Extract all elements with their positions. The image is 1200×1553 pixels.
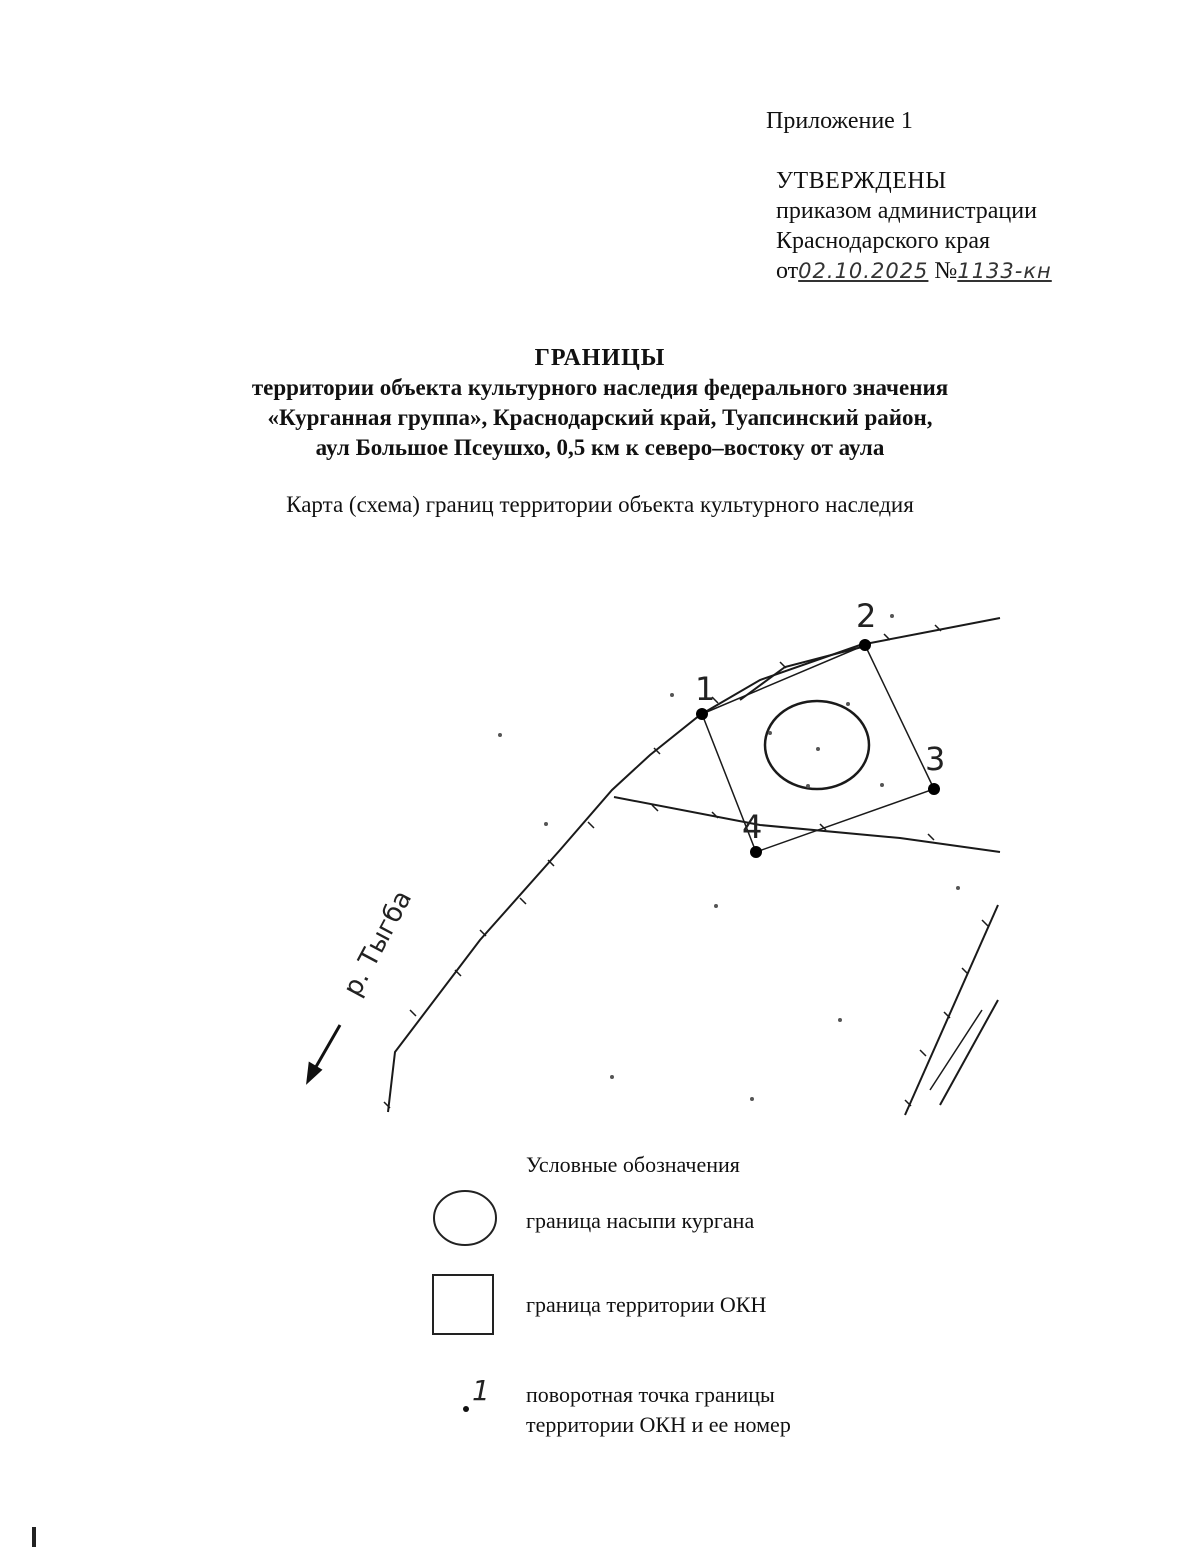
approval-title: УТВЕРЖДЕНЫ xyxy=(776,168,947,194)
title-line-3: аул Большое Псеушхо, 0,5 км к северо–востоку от аула xyxy=(315,435,885,460)
approval-line-1: приказом администрации xyxy=(776,198,1037,224)
title-line-2: «Курганная группа», Краснодарский край, Туапсинский район, xyxy=(267,405,933,430)
point-label-4: 4 xyxy=(742,808,763,846)
legend-item-point xyxy=(526,1380,791,1440)
point-3 xyxy=(928,783,940,795)
river-label: р. Тыгба xyxy=(337,885,419,1002)
legend-item-point-line-1: поворотная точка границы xyxy=(526,1382,775,1407)
number-prefix: № xyxy=(934,258,958,284)
appendix-label: Приложение 1 xyxy=(766,108,913,134)
legend-item-mound: граница насыпи кургана xyxy=(526,1208,755,1233)
title-line-1: территории объекта культурного наследия федерального значения xyxy=(251,375,949,400)
map-subtitle: Карта (схема) границ территории объекта культурного наследия xyxy=(286,492,914,517)
river-ticks xyxy=(384,625,988,1108)
river-line xyxy=(388,618,1000,1112)
road-line-middle xyxy=(614,797,1000,852)
point-label-3: 3 xyxy=(925,740,946,778)
point-label-2: 2 xyxy=(856,597,877,635)
title-main: ГРАНИЦЫ xyxy=(534,345,666,371)
legend-point-icon xyxy=(463,1406,469,1412)
legend-item-point-line-2: территории ОКН и ее номер xyxy=(526,1412,791,1437)
legend-item-territory: граница территории ОКН xyxy=(526,1292,767,1317)
legend-circle-icon xyxy=(434,1191,496,1245)
legend-title: Условные обозначения xyxy=(526,1152,740,1177)
approval-line-2: Краснодарского края xyxy=(776,228,991,254)
road-line-upper xyxy=(740,647,862,700)
point-1 xyxy=(696,708,708,720)
point-4 xyxy=(750,846,762,858)
flow-arrow-icon xyxy=(308,1025,340,1081)
date-prefix: от xyxy=(776,258,799,284)
scan-mark xyxy=(32,1527,36,1547)
legend-point-number: 1 xyxy=(472,1374,490,1407)
survey-marks xyxy=(498,614,960,1101)
legend-square-icon xyxy=(433,1275,493,1334)
handwritten-number: 1133-кн xyxy=(957,259,1052,283)
point-label-1: 1 xyxy=(695,670,716,708)
kurgan-boundary xyxy=(765,701,869,789)
handwritten-date: 02.10.2025 xyxy=(798,259,929,283)
point-2 xyxy=(859,639,871,651)
